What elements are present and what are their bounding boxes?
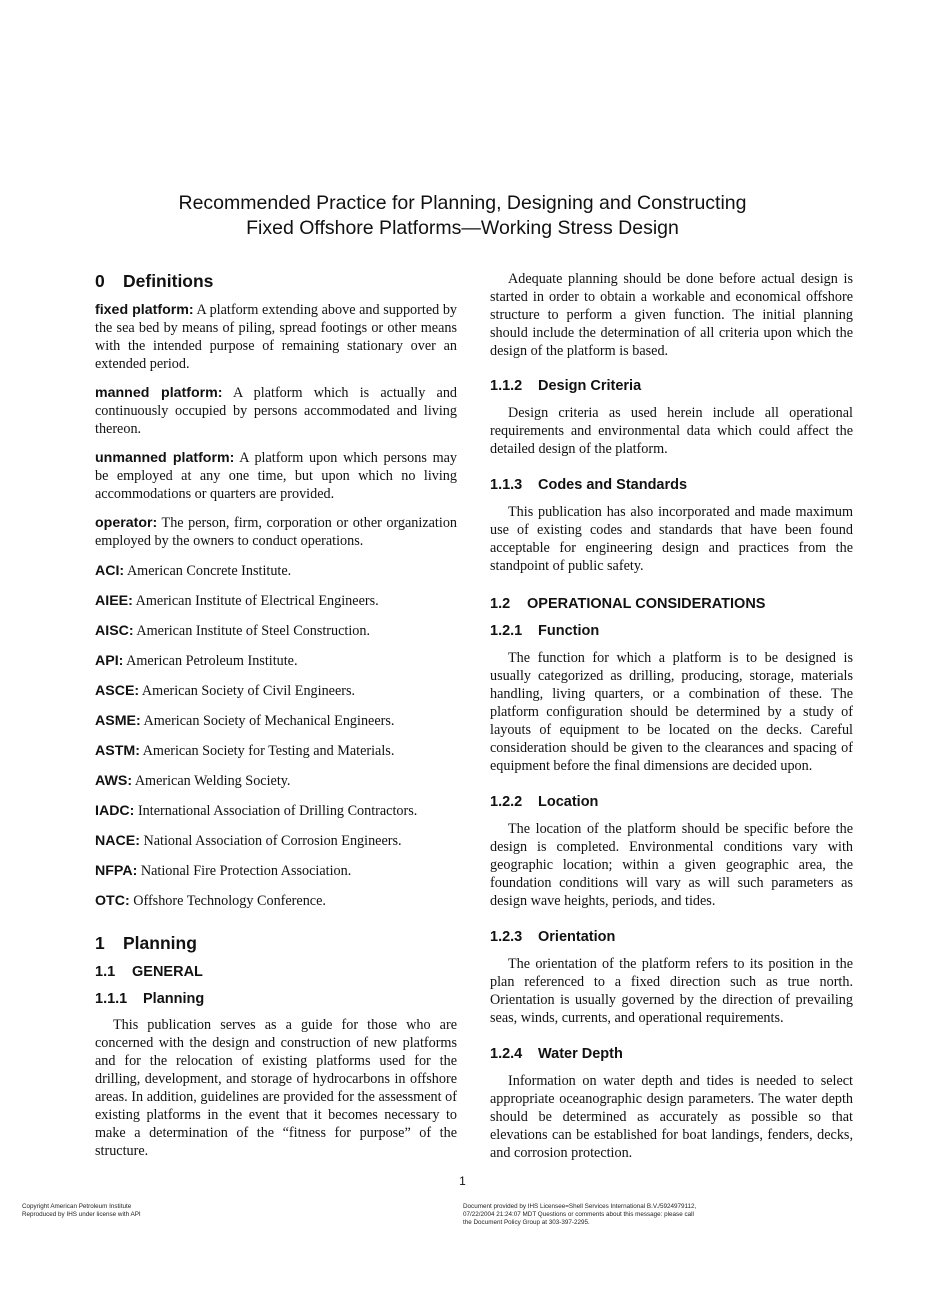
title-line-2: Fixed Offshore Platforms—Working Stress Design	[246, 217, 679, 239]
codes-standards-heading: 1.1.3 Codes and Standards	[490, 477, 688, 493]
definition-entry	[95, 682, 457, 700]
definition-entry	[95, 862, 457, 880]
definition-text: The person, firm, corporation or other organization employed by the owners to conduct operations.	[95, 515, 458, 549]
footer-line: 07/22/2004 21:24:07 MDT Questions or comments about this message: please call	[463, 1211, 694, 1218]
planning-subheading: 1.1.1 Planning	[95, 991, 205, 1007]
definition-entry	[95, 652, 457, 670]
definition-entry	[95, 892, 457, 910]
definition-term: ASCE:	[95, 683, 140, 699]
planning-paragraph-continued: Adequate planning should be done before actual design is started in order to obtain a workable and economical offshore structure to perform a given function. The initial planning should include the determination of all criteria upon which the design of the platform is based.	[490, 271, 853, 359]
definition-term: fixed platform:	[95, 302, 194, 318]
footer-line: Reproduced by IHS under license with API	[22, 1211, 141, 1218]
definition-term: NFPA:	[95, 863, 138, 879]
definition-text: A platform upon which persons may be employed at any one time, but upon which no living accommodations or quarters are provided.	[95, 450, 457, 502]
definition-text: American Concrete Institute.	[126, 563, 292, 579]
definition-entry	[95, 562, 457, 580]
location-paragraph: The location of the platform should be specific before the design is completed. Environmental conditions vary with geographic location; within a given geographic area, the foundation conditions will vary as will such parameters as design wave heights, periods, and tides.	[490, 821, 853, 909]
definition-text: American Petroleum Institute.	[126, 653, 298, 669]
definition-term: AWS:	[95, 773, 133, 789]
definition-entry	[95, 742, 457, 760]
definition-text: A platform extending above and supported by the sea bed by means of piling, spread footings or other means with the intended purpose of remaining stationary over an extended period.	[95, 302, 458, 372]
footer-copyright	[22, 1203, 141, 1219]
definition-text: A platform which is actually and continuously occupied by persons accommodated and living thereon.	[95, 385, 458, 437]
definition-entry	[95, 449, 457, 503]
definition-entry	[95, 514, 457, 550]
general-heading: 1.1 GENERAL	[95, 964, 203, 980]
definition-entry	[95, 832, 457, 850]
definition-term: AIEE:	[95, 593, 133, 609]
definition-term: manned platform:	[95, 385, 223, 401]
definition-term: API:	[95, 653, 124, 669]
definition-text: American Society for Testing and Materials.	[142, 743, 395, 759]
water-depth-heading: 1.2.4 Water Depth	[490, 1046, 623, 1062]
definition-text: American Institute of Steel Construction.	[136, 623, 371, 639]
definition-term: IADC:	[95, 803, 135, 819]
definition-text: International Association of Drilling Contractors.	[137, 803, 418, 819]
definition-text: National Fire Protection Association.	[140, 863, 352, 879]
definition-text: American Institute of Electrical Engineers.	[135, 593, 379, 609]
definition-term: OTC:	[95, 893, 130, 909]
function-heading: 1.2.1 Function	[490, 623, 600, 639]
definition-term: NACE:	[95, 833, 140, 849]
definition-term: ACI:	[95, 563, 125, 579]
definition-text: American Society of Civil Engineers.	[141, 683, 356, 699]
left-column	[95, 270, 457, 1160]
footer-line: Document provided by IHS Licensee=Shell Services International B.V./5924979112,	[463, 1203, 697, 1210]
definition-term: AISC:	[95, 623, 134, 639]
definition-entry	[95, 384, 457, 438]
document-title	[0, 191, 925, 241]
definition-term: operator:	[95, 515, 158, 531]
function-paragraph: The function for which a platform is to be designed is usually categorized as drilling, producing, storage, materials handling, living quarters, or a combination of these. The platform configuration should be determined by a study of layouts of equipment to be located on the decks. Careful consideration should be given to the clearances and spacing of equipment before the final dimensions are decided upon.	[490, 650, 853, 774]
definition-term: ASME:	[95, 713, 141, 729]
definition-entry	[95, 301, 457, 373]
definition-term: unmanned platform:	[95, 450, 235, 466]
footer-document-notice	[463, 1203, 763, 1227]
definition-entry	[95, 592, 457, 610]
design-criteria-paragraph: Design criteria as used herein include all operational requirements and environmental data which could affect the detailed design of the platform.	[490, 405, 853, 457]
definition-entry	[95, 802, 457, 820]
definition-text: Offshore Technology Conference.	[133, 893, 326, 909]
location-heading: 1.2.2 Location	[490, 794, 599, 810]
planning-heading: 1 Planning	[95, 933, 197, 953]
orientation-heading: 1.2.3 Orientation	[490, 929, 616, 945]
definition-term: ASTM:	[95, 743, 140, 759]
definition-entry	[95, 772, 457, 790]
definition-text: American Welding Society.	[134, 773, 291, 789]
planning-paragraph: This publication serves as a guide for those who are concerned with the design and construction of new platforms and for the relocation of existing platforms used for the drilling, development, and storage of hydrocarbons in offshore areas. In addition, guidelines are provided for the assessment of existing platforms in the event that it becomes necessary to make a determination of the “fitness for purpose” of the structure.	[95, 1017, 457, 1159]
definition-entry	[95, 712, 457, 730]
definitions-heading: 0 Definitions	[95, 271, 214, 291]
title-line-1: Recommended Practice for Planning, Designing and Constructing	[178, 192, 747, 214]
footer-line: the Document Policy Group at 303-397-2295.	[463, 1219, 590, 1226]
operational-considerations-heading: 1.2 OPERATIONAL CONSIDERATIONS	[490, 596, 766, 612]
definition-text: American Society of Mechanical Engineers.	[143, 713, 395, 729]
definition-text: National Association of Corrosion Engineers.	[143, 833, 402, 849]
right-column	[490, 270, 853, 1162]
footer-line: Copyright American Petroleum Institute	[22, 1203, 132, 1210]
orientation-paragraph: The orientation of the platform refers to its position in the plan referenced to a fixed direction such as true north. Orientation is usually governed by the direction of prevailing seas, winds, currents, and operational requirements.	[490, 956, 853, 1026]
water-depth-paragraph: Information on water depth and tides is needed to select appropriate oceanographic design parameters. The water depth should be determined as accurately as possible so that elevations can be established for boat landings, fenders, decks, and corrosion protection.	[490, 1073, 853, 1161]
codes-standards-paragraph: This publication has also incorporated and made maximum use of existing codes and standards that have been found acceptable for engineering design and practices from the standpoint of public safety.	[490, 504, 853, 574]
design-criteria-heading: 1.1.2 Design Criteria	[490, 378, 642, 394]
definition-entry	[95, 622, 457, 640]
page-number: 1	[459, 1174, 466, 1188]
